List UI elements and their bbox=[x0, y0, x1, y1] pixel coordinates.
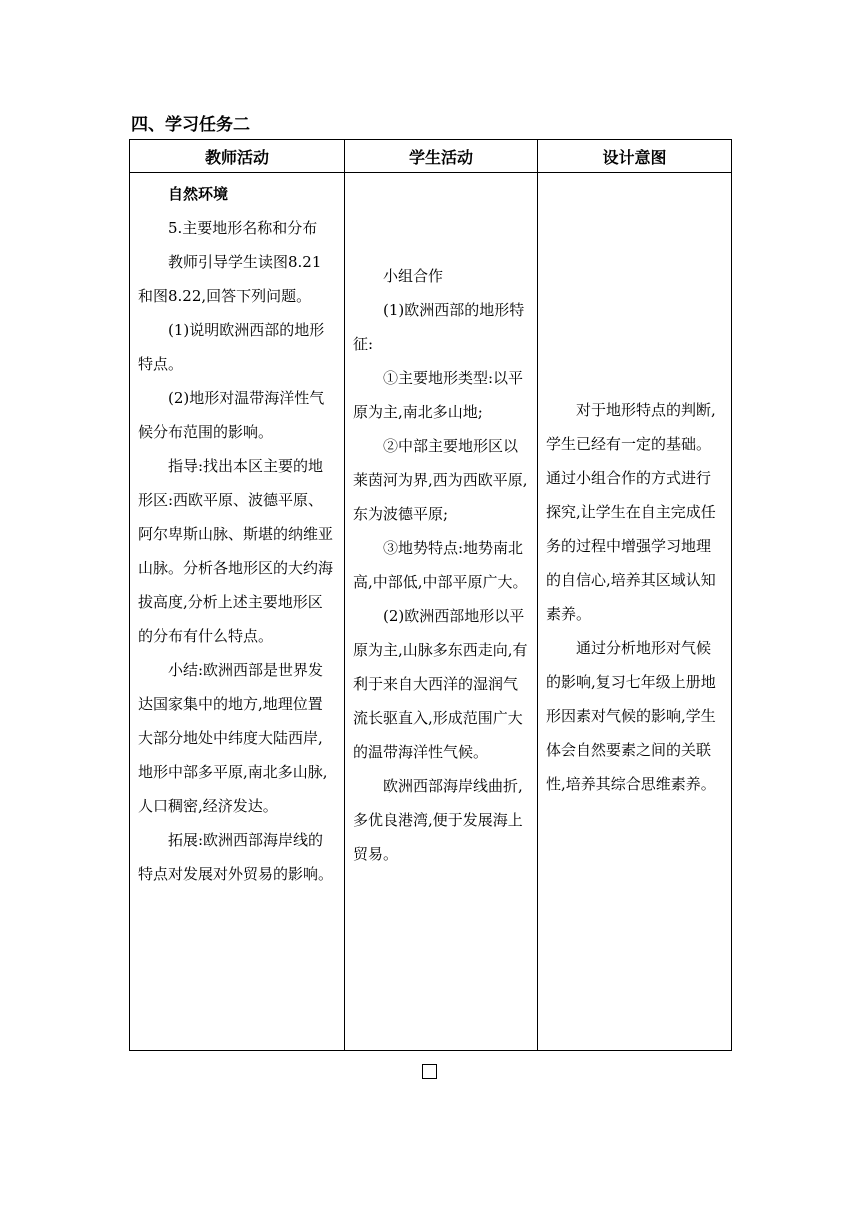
teacher-subtitle: 自然环境 bbox=[168, 185, 229, 203]
teacher-paragraph: 拓展:欧洲西部海岸线的特点对发展对外贸易的影响。 bbox=[138, 831, 334, 883]
student-paragraph: (2)欧洲西部地形以平原为主,山脉多东西走向,有利于来自大西洋的湿润气流长驱直入,形成范围广大的温带海洋性气候。 bbox=[353, 607, 528, 761]
teacher-activity-cell bbox=[130, 173, 345, 1051]
student-paragraph: 欧洲西部海岸线曲折,多优良港湾,便于发展海上贸易。 bbox=[353, 777, 523, 863]
teacher-paragraph: (2)地形对温带海洋性气候分布范围的影响。 bbox=[138, 389, 325, 441]
student-activity-cell bbox=[345, 173, 538, 1051]
header-design-intent: 设计意图 bbox=[538, 140, 732, 173]
student-paragraph: ③地势特点:地势南北高,中部低,中部平原广大。 bbox=[353, 539, 528, 591]
lesson-table bbox=[129, 139, 732, 1051]
student-paragraph: ①主要地形类型:以平原为主,南北多山地; bbox=[353, 369, 524, 421]
table-body-row bbox=[130, 173, 732, 1051]
teacher-paragraph: 小结:欧洲西部是世界发达国家集中的地方,地理位置大部分地处中纬度大陆西岸,地形中部多平原,南北多山脉,人口稠密,经济发达。 bbox=[138, 661, 328, 815]
design-paragraph: 对于地形特点的判断,学生已经有一定的基础。通过小组合作的方式进行探究,让学生在自主完成任务的过程中增强学习地理的自信心,培养其区域认知素养。 bbox=[546, 401, 716, 623]
student-paragraph: (1)欧洲西部的地形特征: bbox=[353, 301, 525, 353]
teacher-paragraph: 5.主要地形名称和分布 bbox=[168, 219, 318, 237]
page-marker-box bbox=[422, 1064, 437, 1079]
table-header-row bbox=[130, 140, 732, 173]
design-intent-cell bbox=[538, 173, 732, 1051]
teacher-paragraph: 指导:找出本区主要的地形区:西欧平原、波德平原、阿尔卑斯山脉、斯堪的纳维亚山脉。分析各地形区的大约海拔高度,分析上述主要地形区的分布有什么特点。 bbox=[138, 457, 334, 645]
section-heading: 四、学习任务二 bbox=[131, 115, 250, 135]
teacher-paragraph: (1)说明欧洲西部的地形特点。 bbox=[138, 321, 325, 373]
header-teacher-activity: 教师活动 bbox=[130, 140, 345, 173]
student-paragraph: ②中部主要地形区以莱茵河为界,西为西欧平原,东为波德平原; bbox=[353, 437, 528, 523]
design-paragraph: 通过分析地形对气候的影响,复习七年级上册地形因素对气候的影响,学生体会自然要素之间的关联性,培养其综合思维素养。 bbox=[546, 639, 716, 793]
header-student-activity: 学生活动 bbox=[345, 140, 538, 173]
student-paragraph: 小组合作 bbox=[383, 267, 444, 285]
teacher-paragraph: 教师引导学生读图8.21和图8.22,回答下列问题。 bbox=[138, 253, 322, 305]
